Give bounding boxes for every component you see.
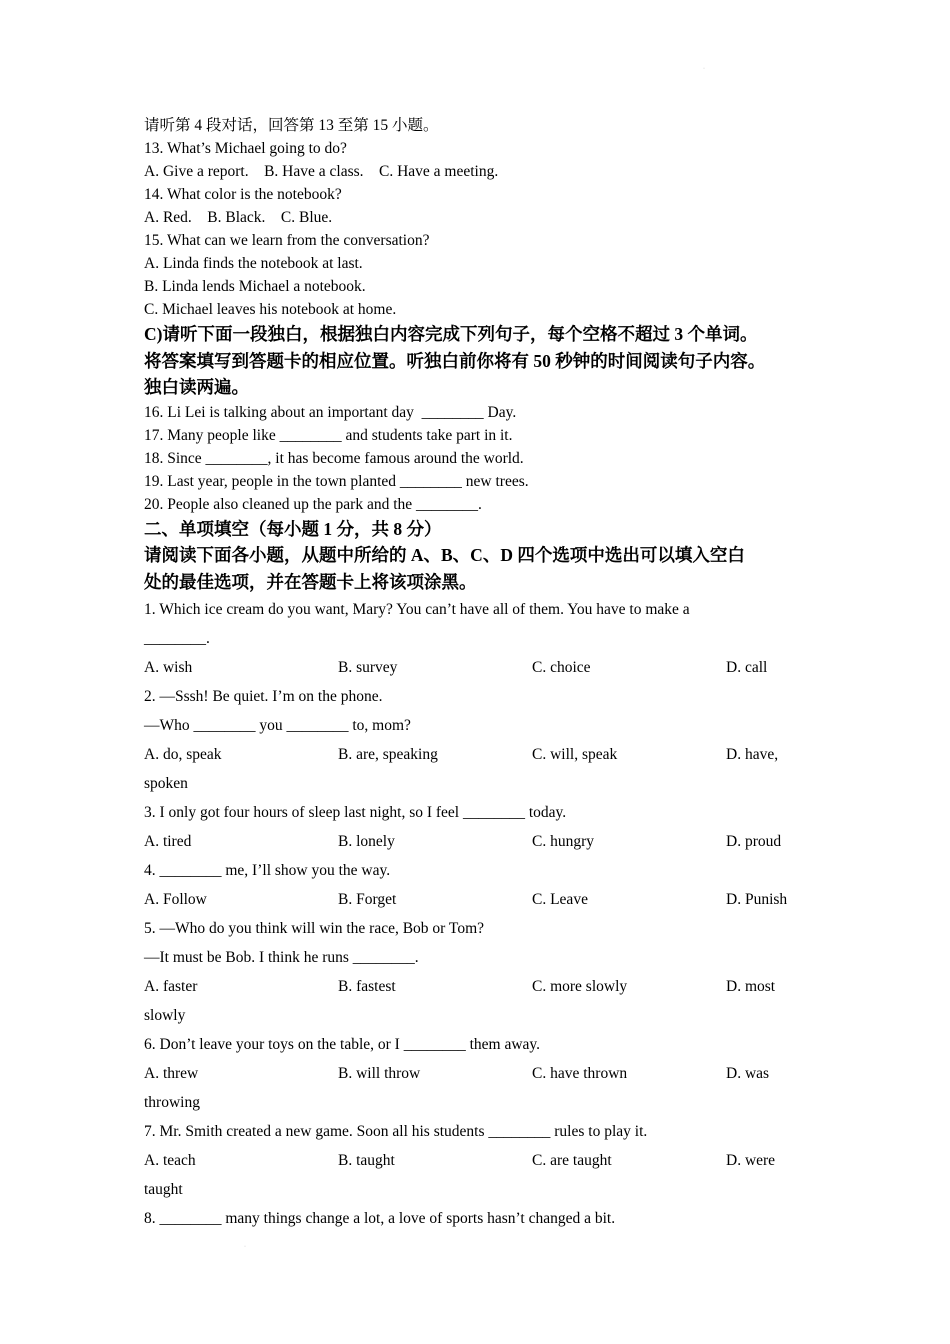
mcq-option: B. survey	[338, 659, 398, 676]
mcq-option: B. will throw	[338, 1065, 421, 1082]
mcq-option: B. lonely	[338, 833, 395, 850]
mcq-option: D. proud	[726, 833, 782, 850]
mcq-option: B. taught	[338, 1152, 395, 1169]
mcq-option: A. do, speak	[144, 746, 222, 763]
question-15-option-c: C. Michael leaves his notebook at home.	[144, 301, 397, 318]
question-13: 13. What’s Michael going to do?	[144, 140, 347, 157]
mcq-option-continued: slowly	[144, 1007, 186, 1024]
mcq-stem: 5. —Who do you think will win the race, Bob or Tom?	[144, 920, 485, 937]
mcq-stem: 4. ________ me, I’ll show you the way.	[144, 862, 391, 879]
mcq-option: C. will, speak	[532, 746, 618, 763]
mcq-option: C. have thrown	[532, 1065, 628, 1082]
mcq-options	[144, 885, 824, 914]
mcq-option: A. wish	[144, 659, 193, 676]
part-c-instruction: 独白读两遍。	[144, 377, 249, 397]
part-a-intro: 请听第 4 段对话，回答第 13 至第 15 小题。	[144, 117, 439, 134]
question-17: 17. Many people like ________ and students take part in it.	[144, 426, 513, 444]
mcq-stem: 8. ________ many things change a lot, a love of sports hasn’t changed a bit.	[144, 1210, 616, 1227]
mcq-option: D. have,	[726, 746, 779, 763]
mcq-option-continued: throwing	[144, 1094, 200, 1111]
mcq-option: B. are, speaking	[338, 746, 438, 763]
part-c-instruction: 将答案填写到答题卡的相应位置。听独白前你将有 50 秒钟的时间阅读句子内容。	[144, 350, 766, 371]
section-2-instruction: 处的最佳选项，并在答题卡上将该项涂黑。	[144, 571, 477, 592]
mcq-options	[144, 827, 824, 856]
mcq-option: D. were	[726, 1152, 776, 1169]
mcq-option: C. hungry	[532, 833, 594, 850]
mcq-option: B. Forget	[338, 891, 397, 908]
mcq-stem: 3. I only got four hours of sleep last night, so I feel ________ today.	[144, 804, 567, 821]
mcq-option: A. threw	[144, 1065, 199, 1082]
mcq-option: A. faster	[144, 978, 198, 995]
mcq-option: C. Leave	[532, 891, 588, 908]
mcq-option: D. Punish	[726, 891, 788, 908]
mcq-option: A. teach	[144, 1152, 196, 1169]
mcq-stem: 7. Mr. Smith created a new game. Soon all his students ________ rules to play it.	[144, 1123, 648, 1140]
mcq-option: A. tired	[144, 833, 192, 850]
question-18: 18. Since ________, it has become famous around the world.	[144, 449, 524, 467]
mcq-options	[144, 653, 824, 682]
mcq-option: D. call	[726, 659, 768, 676]
mcq-stem: —Who ________ you ________ to, mom?	[144, 717, 411, 734]
question-15: 15. What can we learn from the conversation?	[144, 232, 430, 249]
mcq-stem: ________.	[144, 630, 210, 647]
question-15-option-a: A. Linda finds the notebook at last.	[144, 255, 363, 272]
section-2-heading: 二、单项填空（每小题 1 分，共 8 分）	[144, 518, 442, 539]
question-14-options: A. Red. B. Black. C. Blue.	[144, 209, 333, 226]
part-c-instruction: C)请听下面一段独白，根据独白内容完成下列句子，每个空格不超过 3 个单词。	[144, 324, 758, 344]
mcq-stem: 1. Which ice cream do you want, Mary? You can’t have all of them. You have to make a	[144, 601, 690, 618]
mcq-option: C. choice	[532, 659, 591, 676]
mcq-option: C. are taught	[532, 1152, 612, 1169]
question-14: 14. What color is the notebook?	[144, 186, 342, 203]
mcq-option: D. was	[726, 1065, 770, 1082]
scan-dot: ·	[244, 1244, 246, 1250]
mcq-options	[144, 972, 824, 1001]
mcq-option: C. more slowly	[532, 978, 628, 995]
question-15-option-b: B. Linda lends Michael a notebook.	[144, 278, 366, 295]
mcq-option: D. most	[726, 978, 776, 995]
question-16: 16. Li Lei is talking about an important day ________ Day.	[144, 403, 517, 421]
mcq-option: B. fastest	[338, 978, 396, 995]
mcq-options	[144, 740, 824, 769]
mcq-option: A. Follow	[144, 891, 207, 908]
section-2-instruction: 请阅读下面各小题，从题中所给的 A、B、C、D 四个选项中选出可以填入空白	[144, 545, 745, 565]
exam-page	[144, 114, 824, 1233]
question-19: 19. Last year, people in the town planted ________ new trees.	[144, 472, 529, 490]
mcq-option-continued: spoken	[144, 775, 188, 792]
mcq-options	[144, 1146, 824, 1175]
mcq-option-continued: taught	[144, 1181, 183, 1198]
scan-dot: ·	[703, 66, 705, 72]
mcq-stem: 2. —Sssh! Be quiet. I’m on the phone.	[144, 688, 383, 705]
mcq-stem: 6. Don’t leave your toys on the table, or I ________ them away.	[144, 1036, 541, 1053]
question-20: 20. People also cleaned up the park and the ________.	[144, 495, 482, 513]
mcq-options	[144, 1059, 824, 1088]
question-13-options: A. Give a report. B. Have a class. C. Have a meeting.	[144, 163, 499, 180]
mcq-stem: —It must be Bob. I think he runs ________.	[144, 949, 419, 966]
multiple-choice-list	[144, 595, 824, 1233]
